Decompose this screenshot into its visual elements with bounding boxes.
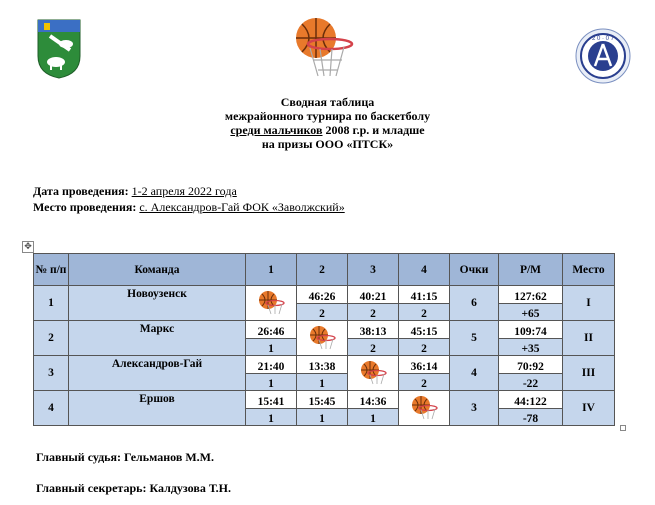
match-score: 15:41 [246, 391, 297, 409]
pm-diff: -78 [499, 408, 563, 426]
title-underlined-part: среди мальчиков [230, 123, 323, 137]
match-score: 46:26 [297, 286, 348, 304]
coat-of-arms-logo [36, 18, 82, 80]
basketball-icon [409, 394, 439, 420]
team-name: Маркс [69, 321, 246, 356]
basketball-icon [307, 324, 337, 350]
table-row [34, 321, 615, 339]
team-name: Новоузенск [69, 286, 246, 321]
table-resize-handle[interactable] [620, 425, 626, 431]
title-line-3 [0, 123, 655, 137]
row-number: 2 [34, 321, 69, 356]
header-team: Команда [69, 254, 246, 286]
table-row [34, 391, 615, 409]
title-line-1: Сводная таблица [280, 95, 375, 109]
header-num: № п/п [34, 254, 69, 286]
match-score: 45:15 [399, 321, 450, 339]
basketball-icon [358, 359, 388, 385]
date-line [33, 184, 237, 199]
pm-score: 70:92 [499, 356, 563, 374]
match-points: 2 [348, 338, 399, 356]
organization-seal-logo [575, 28, 631, 84]
document-title [0, 95, 655, 151]
total-points: 5 [450, 321, 499, 356]
team-name: Александров-Гай [69, 356, 246, 391]
pm-score: 44:122 [499, 391, 563, 409]
header-place: Место [563, 254, 615, 286]
self-match-cell [399, 391, 450, 426]
total-points: 6 [450, 286, 499, 321]
match-score: 14:36 [348, 391, 399, 409]
basketball-icon [256, 289, 286, 315]
self-match-cell [297, 321, 348, 356]
match-score: 15:45 [297, 391, 348, 409]
date-value: 1-2 апреля 2022 года [131, 184, 237, 198]
match-score: 36:14 [399, 356, 450, 374]
match-score: 38:13 [348, 321, 399, 339]
match-score: 41:15 [399, 286, 450, 304]
row-number: 1 [34, 286, 69, 321]
final-place: II [563, 321, 615, 356]
match-score: 21:40 [246, 356, 297, 374]
pm-score: 127:62 [499, 286, 563, 304]
self-match-cell [348, 356, 399, 391]
total-points: 4 [450, 356, 499, 391]
header-points: Очки [450, 254, 499, 286]
header-col-2: 2 [297, 254, 348, 286]
match-points: 1 [246, 408, 297, 426]
match-points: 1 [246, 373, 297, 391]
chief-judge: Главный судья: Гельманов М.М. [36, 450, 214, 464]
match-points: 2 [399, 303, 450, 321]
title-rest-part: 2008 г.р. и младше [322, 123, 425, 137]
table-row [34, 356, 615, 374]
self-match-cell [246, 286, 297, 321]
table-move-handle-icon[interactable]: ✥ [22, 241, 34, 253]
match-points: 1 [297, 373, 348, 391]
match-points: 2 [399, 373, 450, 391]
table-row [34, 286, 615, 304]
results-table [33, 253, 615, 426]
place-label: Место проведения: [33, 200, 140, 214]
total-points: 3 [450, 391, 499, 426]
match-points: 2 [399, 338, 450, 356]
place-value: с. Александров-Гай ФОК «Заволжский» [139, 200, 345, 214]
table-header-row [34, 254, 615, 286]
final-place: I [563, 286, 615, 321]
chief-secretary: Главный секретарь: Калдузова Т.Н. [36, 481, 231, 495]
pm-diff: +35 [499, 338, 563, 356]
header-col-1: 1 [246, 254, 297, 286]
basketball-logo [290, 14, 358, 82]
pm-diff: -22 [499, 373, 563, 391]
match-points: 2 [348, 303, 399, 321]
final-place: IV [563, 391, 615, 426]
final-place: III [563, 356, 615, 391]
team-name: Ершов [69, 391, 246, 426]
pm-score: 109:74 [499, 321, 563, 339]
match-score: 40:21 [348, 286, 399, 304]
match-points: 1 [297, 408, 348, 426]
date-label: Дата проведения: [33, 184, 132, 198]
header-pm: Р/М [499, 254, 563, 286]
title-line-4: на призы ООО «ПТСК» [261, 137, 394, 151]
match-points: 2 [297, 303, 348, 321]
seal-text: 2 0 · 0 7 [591, 36, 615, 42]
place-line [33, 200, 345, 215]
header-col-3: 3 [348, 254, 399, 286]
pm-diff: +65 [499, 303, 563, 321]
row-number: 4 [34, 391, 69, 426]
header-col-4: 4 [399, 254, 450, 286]
match-score: 13:38 [297, 356, 348, 374]
match-score: 26:46 [246, 321, 297, 339]
match-points: 1 [348, 408, 399, 426]
title-line-2: межрайонного турнира по баскетболу [224, 109, 431, 123]
match-points: 1 [246, 338, 297, 356]
row-number: 3 [34, 356, 69, 391]
